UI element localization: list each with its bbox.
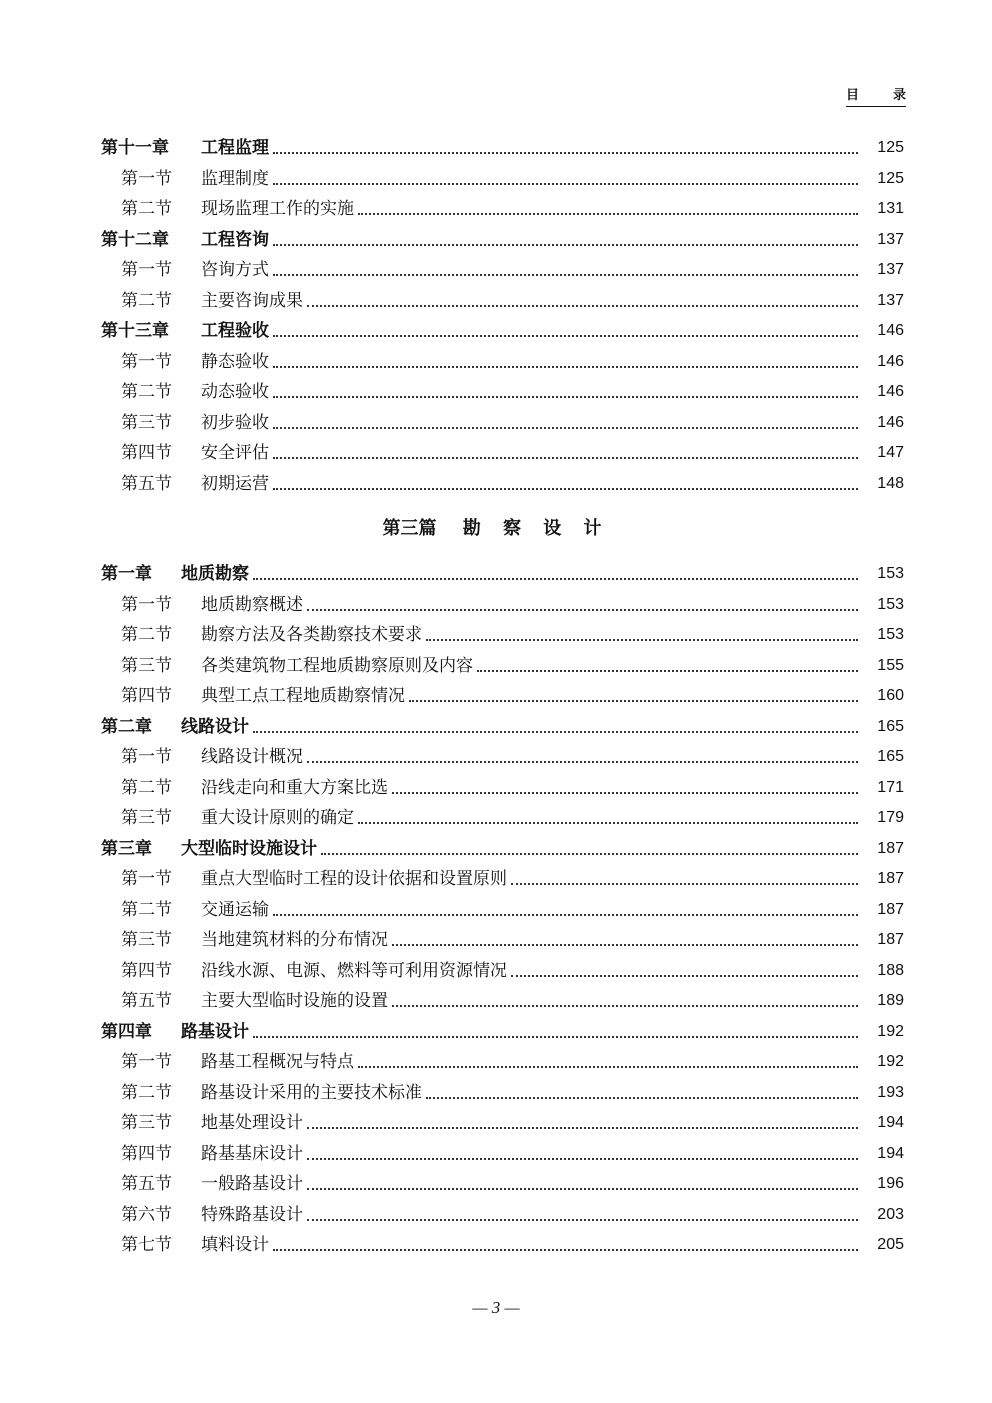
- toc-section-row: [121, 165, 904, 189]
- toc-entry-page: 179: [877, 809, 904, 826]
- toc-entry-title: 现场监理工作的实施: [201, 199, 354, 219]
- dot-leader: [273, 1248, 858, 1251]
- dot-leader: [426, 1096, 858, 1099]
- toc-entry-number: 第十三章: [101, 321, 169, 341]
- dot-leader: [273, 487, 858, 490]
- toc-entry-title: 地质勘察: [181, 564, 249, 584]
- dot-leader: [273, 395, 858, 398]
- toc-chapter-row: [101, 226, 904, 250]
- toc-entry-page: 148: [877, 474, 904, 492]
- toc-entry-number: 第三节: [121, 1113, 172, 1133]
- toc-section-row: [121, 621, 904, 645]
- toc-entry-number: 第二节: [121, 1082, 172, 1103]
- toc-section-row: [121, 1079, 904, 1103]
- toc-section-row: [121, 287, 904, 311]
- toc-entry-title: 重点大型临时工程的设计依据和设置原则: [201, 869, 507, 889]
- toc-entry-number: 第一节: [121, 869, 172, 889]
- toc-entry-page: 137: [877, 291, 904, 309]
- toc-entry-title: 重大设计原则的确定: [201, 808, 354, 828]
- dot-leader: [273, 273, 858, 276]
- running-head-left: 目: [846, 88, 860, 103]
- toc-entry-number: 第十一章: [101, 138, 169, 158]
- toc-entry-page: 171: [877, 778, 904, 796]
- toc-entry-number: 第二节: [121, 899, 172, 920]
- toc-entry-page: 196: [877, 1175, 904, 1192]
- toc-entry-page: 193: [877, 1083, 904, 1101]
- toc-entry-number: 第三章: [101, 838, 152, 859]
- toc-entry-page: 160: [877, 687, 904, 704]
- dot-leader: [307, 1187, 858, 1190]
- dot-leader: [273, 182, 858, 185]
- toc-entry-number: 第一节: [121, 260, 172, 280]
- toc-entry-title: 当地建筑材料的分布情况: [201, 930, 388, 950]
- toc-section-row: [121, 957, 904, 981]
- dot-leader: [253, 577, 858, 580]
- part-label: 第三篇: [382, 518, 437, 539]
- toc-chapter-row: [101, 134, 904, 158]
- toc-entry-page: 192: [877, 1053, 904, 1070]
- toc-entry-number: 第五节: [121, 1174, 172, 1194]
- toc-entry-number: 第二节: [121, 290, 172, 311]
- dot-leader: [307, 1218, 858, 1221]
- toc-entry-title: 主要咨询成果: [201, 290, 303, 311]
- toc-entry-title: 静态验收: [201, 351, 269, 372]
- toc-entry-page: 153: [877, 595, 904, 613]
- toc-entry-page: 147: [877, 444, 904, 461]
- toc-entry-number: 第一节: [121, 168, 172, 189]
- toc-entry-title: 典型工点工程地质勘察情况: [201, 686, 405, 706]
- toc-entry-title: 初步验收: [201, 412, 269, 433]
- toc-entry-title: 线路设计概况: [201, 747, 303, 767]
- toc-entry-title: 路基设计采用的主要技术标准: [201, 1082, 422, 1103]
- toc-entry-number: 第一节: [121, 594, 172, 615]
- dot-leader: [273, 243, 858, 246]
- toc-entry-page: 155: [877, 656, 904, 674]
- toc-entry-page: 187: [877, 900, 904, 918]
- toc-entry-title: 主要大型临时设施的设置: [201, 991, 388, 1011]
- toc-entry-number: 第二节: [121, 199, 172, 219]
- toc-entry-title: 路基工程概况与特点: [201, 1052, 354, 1072]
- toc-entry-page: 137: [877, 230, 904, 248]
- toc-entry-number: 第三节: [121, 412, 172, 433]
- dot-leader: [511, 882, 858, 885]
- toc-entry-title: 初期运营: [201, 473, 269, 494]
- toc-entry-title: 各类建筑物工程地质勘察原则及内容: [201, 655, 473, 676]
- toc-entry-page: 146: [877, 322, 904, 339]
- toc-entry-title: 线路设计: [181, 716, 249, 737]
- toc-section-row: [121, 865, 904, 889]
- toc-entry-title: 监理制度: [201, 168, 269, 189]
- toc-entry-number: 第四章: [101, 1021, 152, 1042]
- toc-section-row: [121, 652, 904, 676]
- dot-leader: [307, 304, 858, 307]
- toc-entry-page: 189: [877, 992, 904, 1009]
- toc-entry-number: 第十二章: [101, 229, 169, 250]
- toc-section-row: [121, 409, 904, 433]
- dot-leader: [273, 426, 858, 429]
- toc-entry-page: 205: [877, 1236, 904, 1253]
- toc-entry-number: 第二章: [101, 716, 152, 737]
- toc-entry-page: 194: [877, 1144, 904, 1162]
- dot-leader: [307, 760, 858, 763]
- part-title: [0, 514, 992, 540]
- dot-leader: [511, 974, 858, 977]
- toc-section-row: [121, 743, 904, 767]
- toc-entry-page: 153: [877, 626, 904, 643]
- dot-leader: [321, 852, 858, 855]
- dot-leader: [409, 699, 858, 702]
- dot-leader: [273, 334, 858, 337]
- toc-section-row: [121, 896, 904, 920]
- toc-entry-title: 地基处理设计: [201, 1113, 303, 1133]
- toc-section-row: [121, 195, 904, 219]
- toc-entry-page: 192: [877, 1022, 904, 1040]
- dot-leader: [358, 212, 858, 215]
- toc-entry-number: 第五节: [121, 991, 172, 1011]
- toc-section-row: [121, 470, 904, 494]
- toc-entry-number: 第一节: [121, 1052, 172, 1072]
- toc-entry-title: 路基设计: [181, 1021, 249, 1042]
- toc-entry-title: 工程监理: [201, 138, 269, 158]
- toc-entry-title: 动态验收: [201, 382, 269, 402]
- toc-entry-title: 交通运输: [201, 899, 269, 920]
- toc-entry-number: 第一节: [121, 351, 172, 372]
- toc-entry-number: 第四节: [121, 686, 172, 706]
- toc-entry-number: 第二节: [121, 625, 172, 645]
- toc-section-row: [121, 1140, 904, 1164]
- toc-entry-title: 一般路基设计: [201, 1174, 303, 1194]
- dot-leader: [392, 943, 858, 946]
- toc-entry-page: 188: [877, 961, 904, 979]
- toc-entry-page: 165: [877, 717, 904, 735]
- toc-entry-page: 146: [877, 352, 904, 370]
- toc-section-row: [121, 774, 904, 798]
- toc-entry-number: 第三节: [121, 808, 172, 828]
- toc-chapter-row: [101, 1018, 904, 1042]
- running-head: [846, 84, 906, 107]
- dot-leader: [307, 608, 858, 611]
- toc-section-row: [121, 1109, 904, 1133]
- toc-section-row: [121, 591, 904, 615]
- toc-entry-number: 第一章: [101, 564, 152, 584]
- toc-entry-title: 沿线走向和重大方案比选: [201, 777, 388, 798]
- toc-section-row: [121, 439, 904, 463]
- toc-entry-number: 第三节: [121, 655, 172, 676]
- toc-section-row: [121, 348, 904, 372]
- running-head-right: 录: [892, 88, 906, 103]
- toc-chapter-row: [101, 560, 904, 584]
- toc-entry-page: 146: [877, 383, 904, 400]
- toc-section-row: [121, 682, 904, 706]
- toc-entry-number: 第四节: [121, 1143, 172, 1164]
- toc-entry-page: 187: [877, 870, 904, 887]
- toc-entry-page: 194: [877, 1114, 904, 1131]
- toc-section-row: [121, 804, 904, 828]
- dot-leader: [307, 1126, 858, 1129]
- dot-leader: [273, 151, 858, 154]
- dot-leader: [477, 669, 858, 672]
- toc-entry-title: 沿线水源、电源、燃料等可利用资源情况: [201, 960, 507, 981]
- toc-section-row: [121, 378, 904, 402]
- dot-leader: [392, 1004, 858, 1007]
- dot-leader: [358, 1065, 858, 1068]
- toc-entry-number: 第四节: [121, 443, 172, 463]
- dot-leader: [307, 1157, 858, 1160]
- toc-entry-title: 咨询方式: [201, 260, 269, 280]
- toc-entry-number: 第三节: [121, 930, 172, 950]
- toc-section-row: [121, 1048, 904, 1072]
- toc-entry-number: 第二节: [121, 382, 172, 402]
- toc-entry-number: 第四节: [121, 960, 172, 981]
- toc-section-row: [121, 926, 904, 950]
- toc-section-row: [121, 1170, 904, 1194]
- toc-entry-number: 第七节: [121, 1235, 172, 1255]
- toc-chapter-row: [101, 835, 904, 859]
- toc-entry-page: 187: [877, 839, 904, 857]
- toc-entry-page: 187: [877, 931, 904, 948]
- toc-entry-title: 勘察方法及各类勘察技术要求: [201, 625, 422, 645]
- part-name: 勘 察 设 计: [462, 518, 610, 539]
- toc-entry-number: 第二节: [121, 777, 172, 798]
- toc-entry-title: 填料设计: [201, 1235, 269, 1255]
- toc-entry-title: 安全评估: [201, 443, 269, 463]
- toc-entry-title: 工程咨询: [201, 229, 269, 250]
- toc-section-row: [121, 256, 904, 280]
- toc-entry-number: 第六节: [121, 1204, 172, 1225]
- toc-entry-title: 工程验收: [201, 321, 269, 341]
- toc-chapter-row: [101, 713, 904, 737]
- toc-section-row: [121, 987, 904, 1011]
- dot-leader: [273, 365, 858, 368]
- dot-leader: [273, 913, 858, 916]
- toc-entry-title: 路基基床设计: [201, 1143, 303, 1164]
- toc-entry-number: 第一节: [121, 747, 172, 767]
- dot-leader: [253, 1035, 858, 1038]
- dot-leader: [426, 638, 858, 641]
- toc-entry-page: 146: [877, 413, 904, 431]
- toc-section-row: [121, 1231, 904, 1255]
- toc-entry-page: 125: [877, 169, 904, 187]
- toc-entry-page: 125: [877, 139, 904, 156]
- toc-chapter-row: [101, 317, 904, 341]
- toc-entry-page: 165: [877, 748, 904, 765]
- toc-entry-page: 203: [877, 1205, 904, 1223]
- toc-entry-title: 大型临时设施设计: [181, 838, 317, 859]
- toc-entry-number: 第五节: [121, 473, 172, 494]
- toc-entry-page: 153: [877, 565, 904, 582]
- dot-leader: [273, 456, 858, 459]
- page-number: — 3 —: [472, 1298, 520, 1317]
- toc-entry-page: 137: [877, 261, 904, 278]
- toc-entry-page: 131: [877, 200, 904, 217]
- dot-leader: [358, 821, 858, 824]
- toc-entry-title: 地质勘察概述: [201, 594, 303, 615]
- toc-entry-title: 特殊路基设计: [201, 1204, 303, 1225]
- dot-leader: [253, 730, 858, 733]
- dot-leader: [392, 791, 858, 794]
- toc-section-row: [121, 1201, 904, 1225]
